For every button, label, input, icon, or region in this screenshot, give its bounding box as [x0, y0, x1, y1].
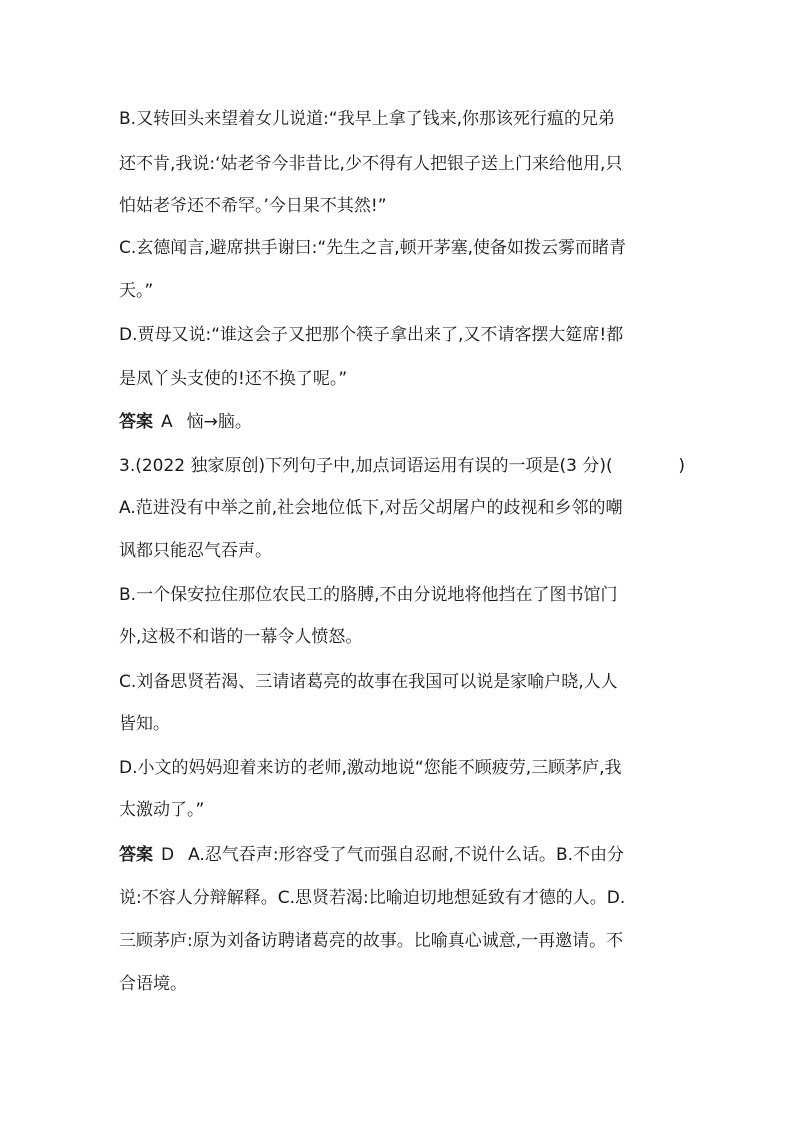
text-line: B.一个保安拉住那位农民工的胳膊,不由分说地将他挡在了图书馆门: [119, 585, 618, 605]
answer-blank-paren: ): [678, 456, 685, 476]
text-line: 怕姑老爷还不希罕。’今日果不其然!”: [119, 196, 387, 216]
question-3-stem: [119, 456, 685, 477]
text-line: 还不肯,我说:‘姑老爷今非昔比,少不得有人把银子送上门来给他用,只: [119, 154, 623, 174]
text-line: D.小文的妈妈迎着来访的老师,激动地说“您能不顾疲劳,三顾茅庐,我: [119, 758, 622, 778]
answer-first-line: [119, 845, 624, 866]
text-line: 三顾茅庐:原为刘备访聘诸葛亮的故事。比喻真心诚意,一再邀请。不: [119, 931, 624, 951]
answer-label: 答案: [119, 845, 153, 865]
answer-label: 答案: [119, 412, 153, 432]
text-line: A.范进没有中举之前,社会地位低下,对岳父胡屠户的歧视和乡邻的嘲: [119, 498, 623, 518]
text-line: 是凤丫头支使的!还不换了呢。”: [119, 369, 348, 389]
text-line: 皆知。: [119, 714, 170, 734]
text-line: C.玄德闻言,避席拱手谢曰:“先生之言,顿开茅塞,使备如拨云雾而睹青: [119, 238, 627, 258]
text-line: C.刘备思贤若渴、三请诸葛亮的故事在我国可以说是家喻户晓,人人: [119, 672, 618, 692]
text-line: 合语境。: [119, 974, 187, 994]
text-line: 讽都只能忍气吞声。: [119, 541, 272, 561]
answer-letter: A: [161, 412, 173, 432]
text-line: 太激动了。”: [119, 800, 205, 820]
answer-explanation: A.忍气吞声:形容受了气而强自忍耐,不说什么话。B.不由分: [188, 845, 625, 865]
text-line: 说:不容人分辩解释。C.思贤若渴:比喻迫切地想延致有才德的人。D.: [119, 888, 626, 908]
answer-2: [119, 412, 252, 433]
answer-letter: D: [161, 845, 175, 865]
text-line: B.又转回头来望着女儿说道:“我早上拿了钱来,你那该死行瘟的兄弟: [119, 109, 616, 129]
answer-explanation: 恼→脑。: [186, 412, 252, 432]
text-line: 外,这极不和谐的一幕令人愤怒。: [119, 627, 363, 647]
question-stem-text: 3.(2022 独家原创)下列句子中,加点词语运用有误的一项是(3 分)(: [119, 456, 613, 476]
text-line: 天。”: [119, 281, 154, 301]
text-line: D.贾母又说:“谁这会子又把那个筷子拿出来了,又不请客摆大筵席!都: [119, 325, 624, 345]
